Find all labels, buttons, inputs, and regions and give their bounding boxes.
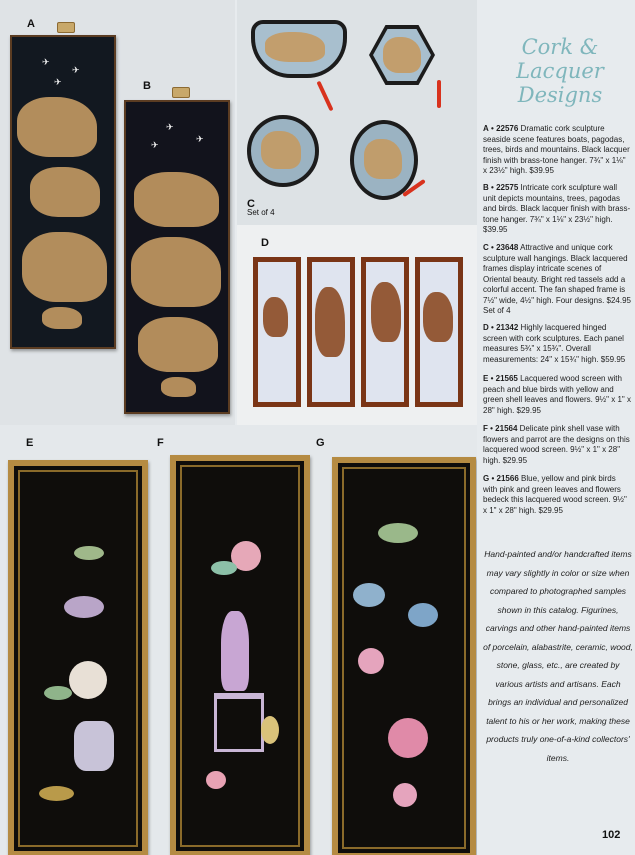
panel-a-cork-sculpture [10, 35, 116, 349]
round-frame [247, 115, 319, 187]
vase-shape [221, 611, 249, 691]
product-letter: A [483, 124, 489, 133]
bird-shape: ✈ [42, 57, 50, 67]
cork-shape [261, 131, 301, 169]
cork-shape [423, 292, 453, 342]
title-line-1: Cork & [521, 35, 599, 59]
page-title [500, 35, 620, 107]
panel-e-lacquer-screen [8, 460, 148, 855]
label-a: A [27, 18, 35, 30]
product-desc: Blue, yellow and pink birds with pink and green leaves and flowers bedeck this lacquered wood screen. 9½" x 1" x 28" high. $29.95 [483, 474, 627, 515]
bird-shape: ✈ [166, 122, 174, 132]
cork-shape [17, 97, 97, 157]
grass-shape [39, 786, 74, 801]
hexagon-frame [369, 25, 435, 85]
cork-shape [138, 317, 218, 372]
cork-shape [263, 297, 288, 337]
bird-shape [64, 596, 104, 618]
flower-shape [358, 648, 384, 674]
product-desc: Attractive and unique cork sculpture wall hangings. Black lacquered frames display intricate scenes of Oriental beauty. Bright red tassels add a colorful accent. The fan shaped frame is 7½" wide, 4½" high. Four designs. $24.95 Set of 4 [483, 243, 631, 315]
product-b-description: B • 22575 Intricate cork sculpture wall unit depicts mountains, trees, pagodas and birds. Black lacquer finish with brass-tone hanger. 7¾" x 1⅛" x 23½" high. $39.95 [483, 183, 631, 234]
cork-shape [161, 377, 196, 397]
cork-shape [265, 32, 325, 62]
stand-shape [214, 693, 264, 752]
product-letter: E [483, 374, 489, 383]
flower-shape [69, 661, 107, 699]
cork-shape [383, 37, 421, 73]
bird-shape [408, 603, 438, 627]
product-f-description: F • 21564 Delicate pink shell vase with flowers and parrot are the designs on this lacquered wood screen. 9½" x 1" x 28" high. $29.95 [483, 424, 630, 465]
bird-shape: ✈ [54, 77, 62, 87]
product-desc: Dramatic cork sculpture seaside scene features boats, pagodas, trees, birds and mountains. Black lacquer finish with brass-tone hanger. 7¾" x 1⅛" x 23½" high. $39.95 [483, 124, 630, 175]
product-letter: B [483, 183, 489, 192]
cork-shape [364, 139, 402, 179]
product-sku: 23648 [496, 243, 519, 252]
title-line-3: Designs [517, 83, 603, 107]
label-set-of-4: Set of 4 [247, 208, 275, 217]
hanger-b [172, 87, 190, 98]
handcrafted-disclaimer: Hand-painted and/or handcrafted items may vary slightly in color or size when compared to photographed samples shown in this catalog. Figurines, carvings and other hand-painted items of porcelain, alabastrite, ceramic, wood, stone, glass, etc., are created by various artists and artisans. Each brings an individual and personalized talent to his or her work, making these products truly one-of-a-kind collectors' items. [483, 549, 633, 763]
leaf-shape [378, 523, 418, 543]
cork-shape [315, 287, 345, 357]
cork-shape [134, 172, 219, 227]
label-f: F [157, 437, 164, 449]
label-g: G [316, 437, 325, 449]
panel-f-lacquer-screen [170, 455, 310, 855]
flower-shape [231, 541, 261, 571]
product-sku: 21565 [495, 374, 518, 383]
photo-folding-screen-d [237, 225, 477, 425]
cork-shape [42, 307, 82, 329]
product-sku: 22576 [496, 124, 519, 133]
bird-shape [353, 583, 385, 607]
red-tassel [437, 80, 441, 108]
panel-b-cork-sculpture [124, 100, 230, 414]
product-letter: F [483, 424, 488, 433]
flower-shape [388, 718, 428, 758]
product-sku: 21566 [496, 474, 519, 483]
product-a-description: A • 22576 Dramatic cork sculpture seaside scene features boats, pagodas, trees, birds and mountains. Black lacquer finish with brass-tone hanger. 7¾" x 1⅛" x 23½" high. $39.95 [483, 124, 630, 175]
product-g-description: G • 21566 Blue, yellow and pink birds with pink and green leaves and flowers bedeck this lacquered wood screen. 9½" x 1" x 28" high. $29.95 [483, 474, 627, 515]
bird-shape: ✈ [196, 134, 204, 144]
hanger-a [57, 22, 75, 33]
product-letter: C [483, 243, 489, 252]
leaf-shape [44, 686, 72, 700]
product-letter: D [483, 323, 489, 332]
product-desc: Intricate cork sculpture wall unit depicts mountains, trees, pagodas and birds. Black lacquer finish with brass-tone hanger. 7¾" x 1⅛" x 23½" high. $39.95 [483, 183, 631, 234]
bird-shape: ✈ [151, 140, 159, 150]
leaf-shape [74, 546, 104, 560]
product-desc: Delicate pink shell vase with flowers and parrot are the designs on this lacquered wood screen. 9½" x 1" x 28" high. $29.95 [483, 424, 630, 465]
cork-shape [371, 282, 401, 342]
fruit-shape [206, 771, 226, 789]
product-desc: Highly lacquered hinged screen with cork sculptures. Each panel measures 5¾" x 15¾". Overall measurements: 24" x 15¾" high. $59.95 [483, 323, 626, 364]
product-sku: 21342 [496, 323, 519, 332]
folding-screen [253, 257, 463, 407]
photo-lacquer-screens-efg [0, 425, 477, 855]
cork-shape [22, 232, 107, 302]
rock-shape [74, 721, 114, 771]
bird-shape: ✈ [72, 65, 80, 75]
parrot-shape [261, 716, 279, 744]
flower-shape [393, 783, 417, 807]
red-tassel [316, 81, 333, 112]
photo-cork-panels-ab [0, 0, 235, 425]
page-number: 102 [602, 829, 621, 841]
label-b: B [143, 80, 151, 92]
fan-frame [251, 20, 347, 78]
label-d: D [261, 237, 269, 249]
product-c-description: C • 23648 Attractive and unique cork sculpture wall hangings. Black lacquered frames display intricate scenes of Oriental beauty. Bright red tassels add a colorful accent. The fan shaped frame is 7½" wide, 4½" high. Four designs. $24.95 Set of 4 [483, 243, 631, 315]
photo-cork-frames-c [237, 0, 477, 225]
product-e-description: E • 21565 Lacquered wood screen with peach and blue birds with yellow and green shell leaves and flowers. 9½" x 1" x 28" high. $29.95 [483, 374, 631, 415]
product-letter: G [483, 474, 490, 483]
product-sku: 21564 [495, 424, 518, 433]
panel-g-lacquer-screen [332, 457, 476, 855]
cork-shape [30, 167, 100, 217]
label-e: E [26, 437, 34, 449]
leaf-shape [211, 561, 237, 575]
product-d-description: D • 21342 Highly lacquered hinged screen with cork sculptures. Each panel measures 5¾" x 15¾". Overall measurements: 24" x 15¾" high. $59.95 [483, 323, 626, 364]
product-desc: Lacquered wood screen with peach and blue birds with yellow and green shell leaves and flowers. 9½" x 1" x 28" high. $29.95 [483, 374, 631, 415]
oval-frame [350, 120, 418, 200]
product-sku: 22575 [496, 183, 519, 192]
cork-shape [131, 237, 221, 307]
label-c: C [247, 198, 255, 210]
title-line-2: Lacquer [516, 59, 604, 83]
